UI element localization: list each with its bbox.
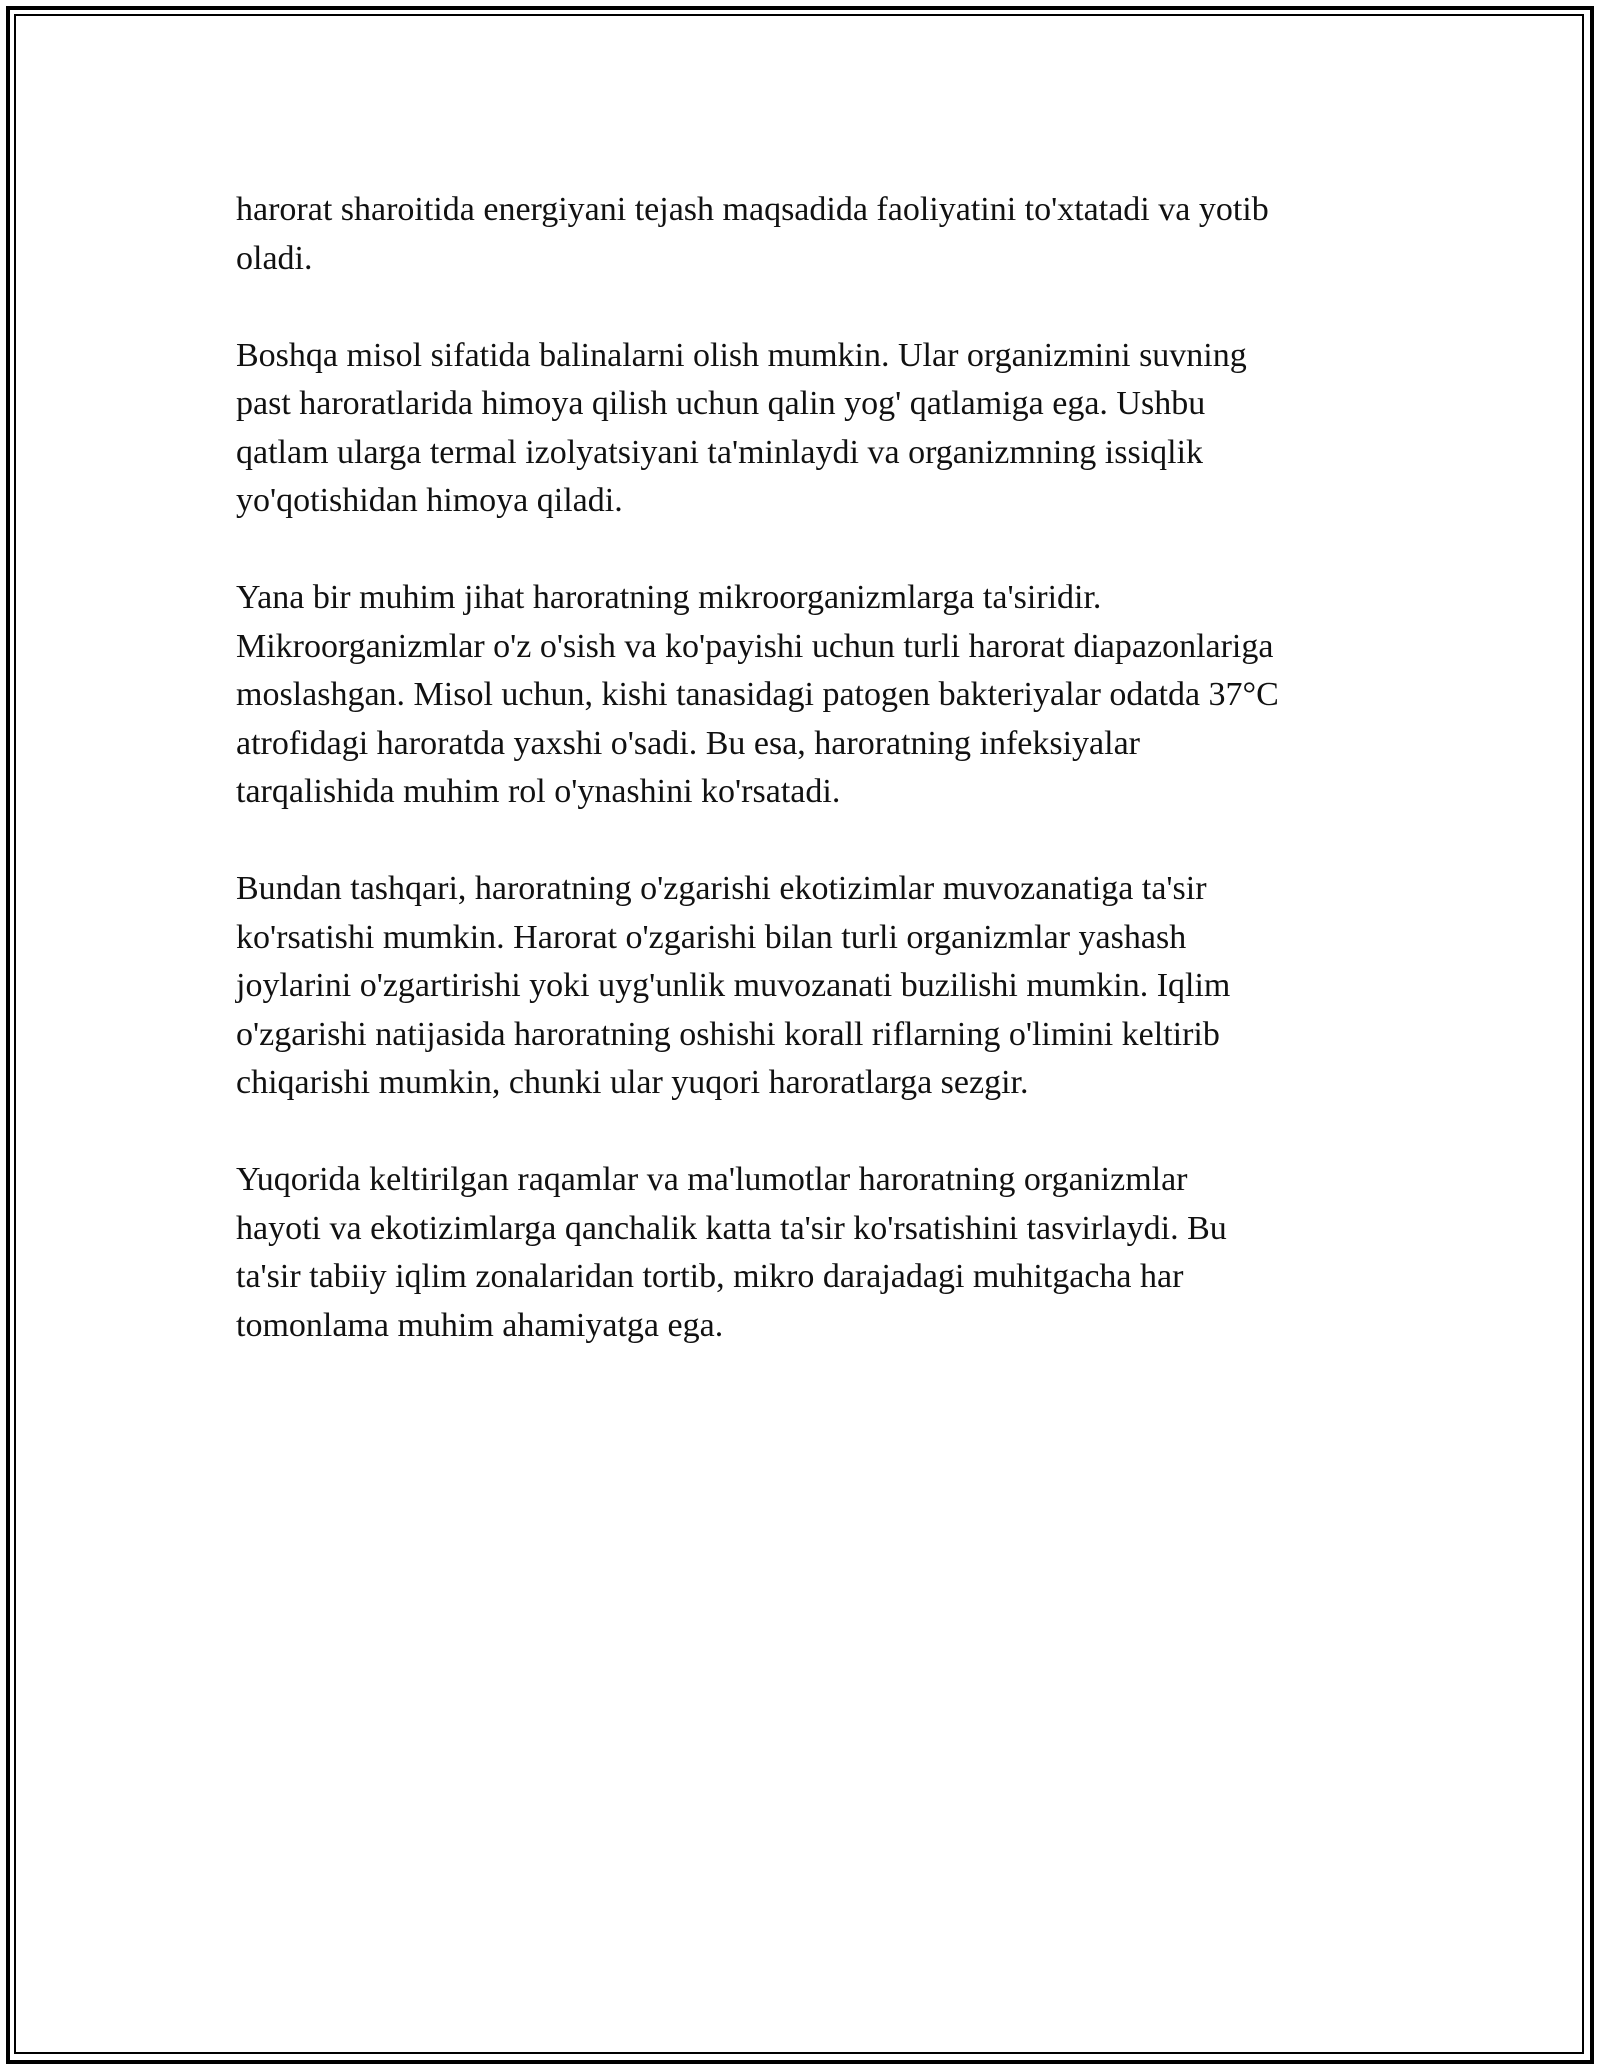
document-body	[236, 186, 1366, 1399]
paragraph-5: Yuqorida keltirilgan raqamlar va ma'lumotlar haroratning organizmlar hayoti va ekotizimlarga qanchalik katta ta'sir ko'rsatishini tasvirlaydi. Bu ta'sir tabiiy iqlim zonalaridan tortib, mikro darajadagi muhitgacha har tomonlama muhim ahamiyatga ega.	[236, 1161, 1227, 1344]
paragraph-2: Boshqa misol sifatida balinalarni olish mumkin. Ular organizmini suvning past haroratlarida himoya qilish uchun qalin yog' qatlamiga ega. Ushbu qatlam ularga termal izolyatsiyani ta'minlaydi va organizmning issiqlik yo'qotishidan himoya qiladi.	[236, 336, 1247, 519]
paragraph-4: Bundan tashqari, haroratning o'zgarishi ekotizimlar muvozanatiga ta'sir ko'rsatishi mumkin. Harorat o'zgarishi bilan turli organizmlar yashash joylarini o'zgartirishi yoki uyg'unlik muvozanati buzilishi mumkin. Iqlim o'zgarishi natijasida haroratning oshishi korall riflarning o'limini keltirib chiqarishi mumkin, chunki ular yuqori haroratlarga sezgir.	[236, 870, 1231, 1101]
paragraph-3: Yana bir muhim jihat haroratning mikroorganizmlarga ta'siridir. Mikroorganizmlar o'z o'sish va ko'payishi uchun turli harorat diapazonlariga moslashgan. Misol uchun, kishi tanasidagi patogen bakteriyalar odatda 37°C atrofidagi haroratda yaxshi o'sadi. Bu esa, haroratning infeksiyalar tarqalishida muhim rol o'ynashini ko'rsatadi.	[236, 579, 1279, 810]
paragraph-1: harorat sharoitida energiyani tejash maqsadida faoliyatini to'xtatadi va yotib oladi.	[236, 191, 1269, 277]
